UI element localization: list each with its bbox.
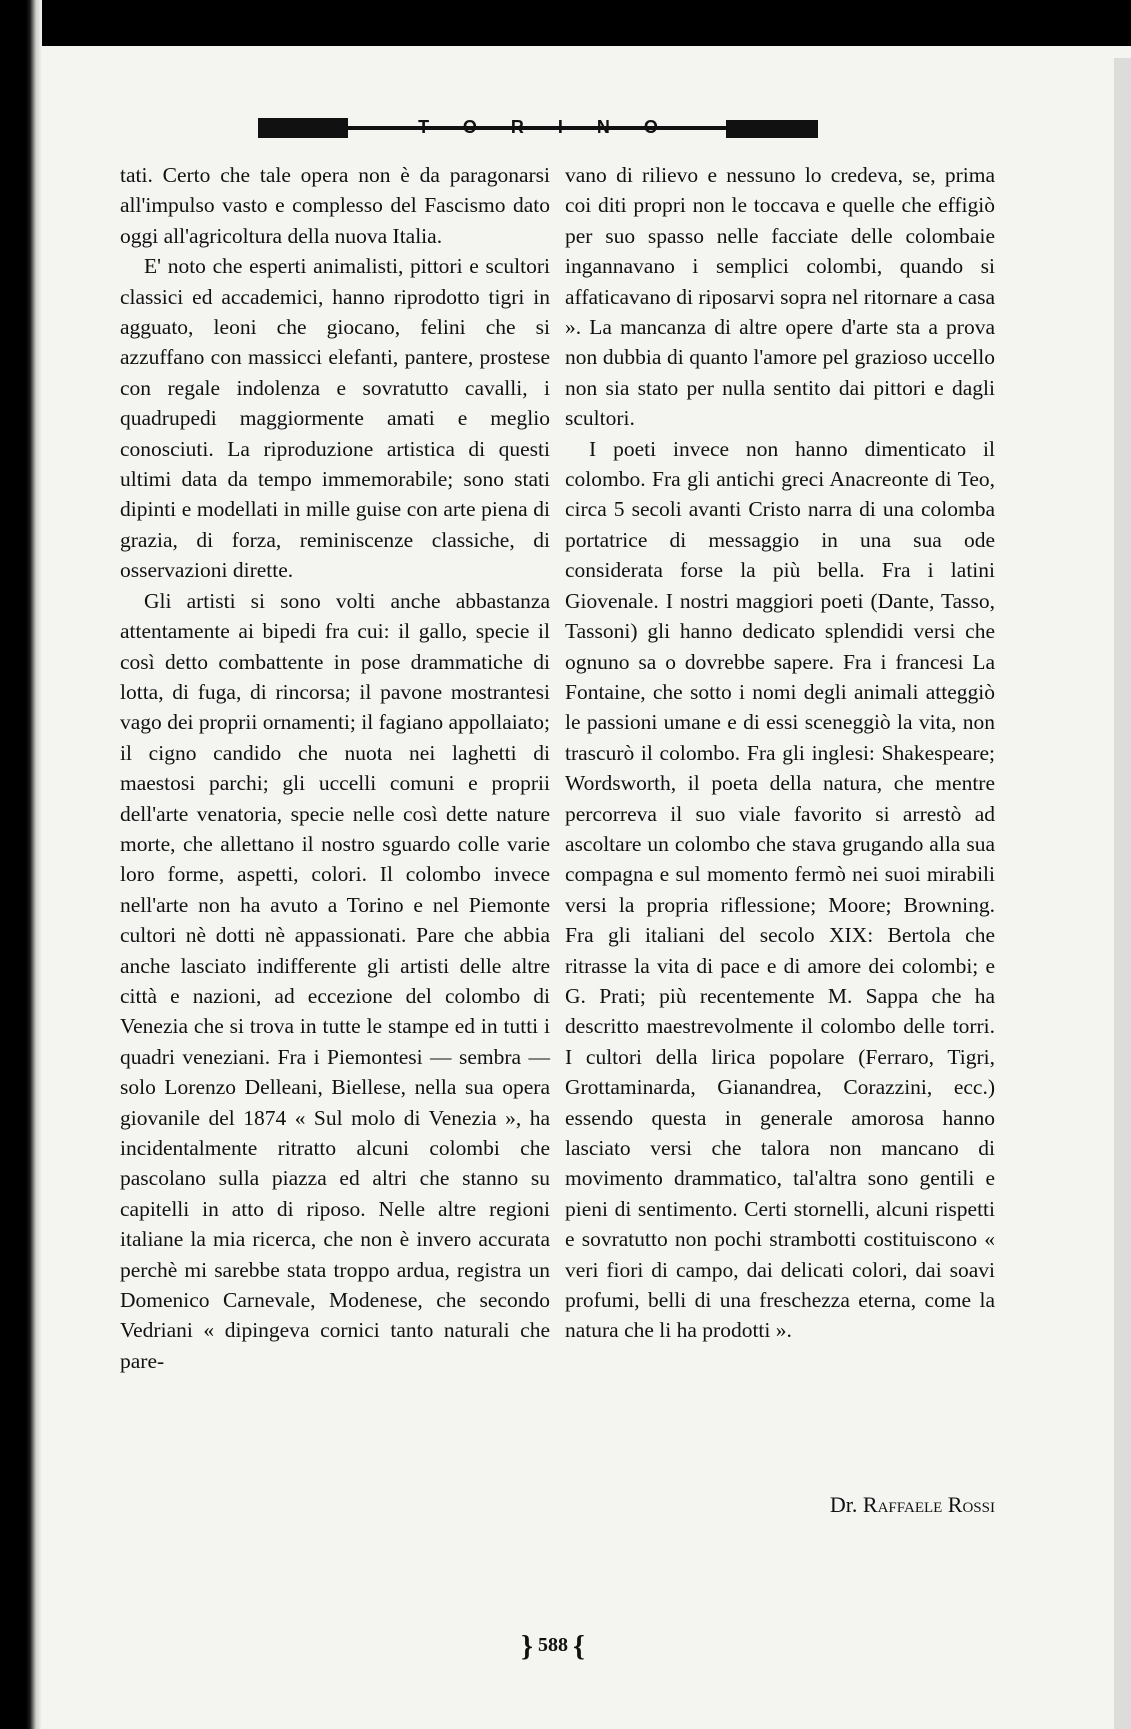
paragraph: E' noto che esperti animalisti, pittori e scultori classici ed accademici, hanno riprodotto tigri in agguato, leoni che giocano, felini che si azzuffano con massicci elefanti, pantere, prostese con regale indolenza e sovratutto cavalli, i quadrupedi maggiormente amati e meglio conosciuti. La riproduzione artistica di questi ultimi data da tempo immemorabile; sono stati dipinti e modellati in mille guise con arte piena di grazia, di forza, reminiscenze classiche, di osservazioni dirette. <box>120 254 550 583</box>
author-signature <box>565 1492 995 1518</box>
paragraph: I poeti invece non hanno dimenticato il colombo. Fra gli antichi greci Anacreonte di Teo, circa 5 secoli avanti Cristo narra di una colomba portatrice di messaggio in una sua ode considerata forse la più bella. Fra i latini Giovenale. I nostri maggiori poeti (Dante, Tasso, Tassoni) gli hanno dedicato splendidi versi che ognuno sa o dovrebbe sapere. Fra i francesi La Fontaine, che sotto i nomi degli animali atteggiò le passioni umane e di essi sceneggiò la vita, non trascurò il colombo. Fra gli inglesi: Shakespeare; Wordsworth, il poeta della natura, che mentre percorreva il suo viale favorito si arrestò ad ascoltare un colombo che stava grugando alla sua compagna e sul momento fermò nei suoi mirabili versi la propria riflessione; Moore; Browning. Fra gli italiani del secolo XIX: Bertola che ritrasse la vita di pace e di amore dei colombi; e G. Prati; più recentemente M. Sappa che ha descritto maestrevolmente il colombo delle torri. I cultori della lirica popolare (Ferraro, Tigri, Grottaminarda, Gianandrea, Corazzini, ecc.) essendo questa in generale amorosa hanno lasciato versi che talora non mancano di movimento drammatico, tal'altra sono gentili e pieni di sentimento. Certi stornelli, alcuni rispetti e sovratutto non pochi strambotti costituiscono « veri fiori di campo, dai delicati colori, dai soavi profumi, belli di una freschezza eterna, come la natura che li ha prodotti ». <box>565 436 995 1343</box>
page-number-ornament-left: } <box>521 1629 533 1663</box>
author-name: Raffaele Rossi <box>862 1492 995 1517</box>
running-header <box>258 116 818 138</box>
text-column-right <box>565 160 995 1346</box>
page-number <box>498 1628 608 1662</box>
text-column-left <box>120 160 550 1376</box>
page-number-ornament-right: { <box>573 1629 585 1663</box>
header-title: TORINO <box>418 117 692 137</box>
scan-edge-notch <box>935 50 1131 64</box>
paragraph: Gli artisti si sono volti anche abbastanza attentamente ai bipedi fra cui: il gallo, specie il così detto combattente in pose drammatiche di lotta, di fuga, di rincorsa; il pavone mostrantesi vago dei proprii ornamenti; il fagiano appollaiato; il cigno candido che nuota nei laghetti di maestosi parchi; gli uccelli comuni e proprii dell'arte venatoria, specie nelle così dette nature morte, che allettano il nostro sguardo colle varie loro forme, aspetti, colori. Il colombo invece nell'arte non ha avuto a Torino e nel Piemonte cultori nè dotti nè appassionati. Pare che abbia anche lasciato indifferente gli artisti delle altre città e nazioni, ad eccezione del colombo di Venezia che si trova in tutte le stampe ed in tutti i quadri veneziani. Fra i Piemontesi — sembra — solo Lorenzo Delleani, Biellese, nella sua opera giovanile del 1874 « Sul molo di Venezia », ha incidentalmente ritratto alcuni colombi che pascolano sulla piazza ed altri che stanno su capitelli in atto di riposo. Nelle altre regioni italiane la mia ricerca, che non è invero accurata perchè mi sarebbe stata troppo ardua, registra un Domenico Carnevale, Modenese, che secondo Vedriani « dipingeva cornici tanto naturali che pare- <box>120 588 550 1373</box>
scan-left-border <box>0 0 42 1729</box>
paragraph: vano di rilievo e nessuno lo credeva, se, prima coi diti propri non le toccava e quelle che effigiò per suo spasso nelle facciate delle colombaie ingannavano i semplici colombi, quando si affaticavano di riposarvi sopra nel ritornare a casa ». La mancanza di altre opere d'arte sta a prova non dubbia di quanto l'amore pel grazioso uccello non sia stato per nulla sentito dai pittori e dagli scultori. <box>565 163 995 431</box>
page-number-value: 588 <box>538 1634 568 1656</box>
scan-right-edge <box>1114 58 1131 1729</box>
author-prefix: Dr. <box>829 1492 858 1517</box>
paragraph: tati. Certo che tale opera non è da paragonarsi all'impulso vasto e complesso del Fascismo dato oggi all'agricoltura della nuova Italia. <box>120 163 550 248</box>
